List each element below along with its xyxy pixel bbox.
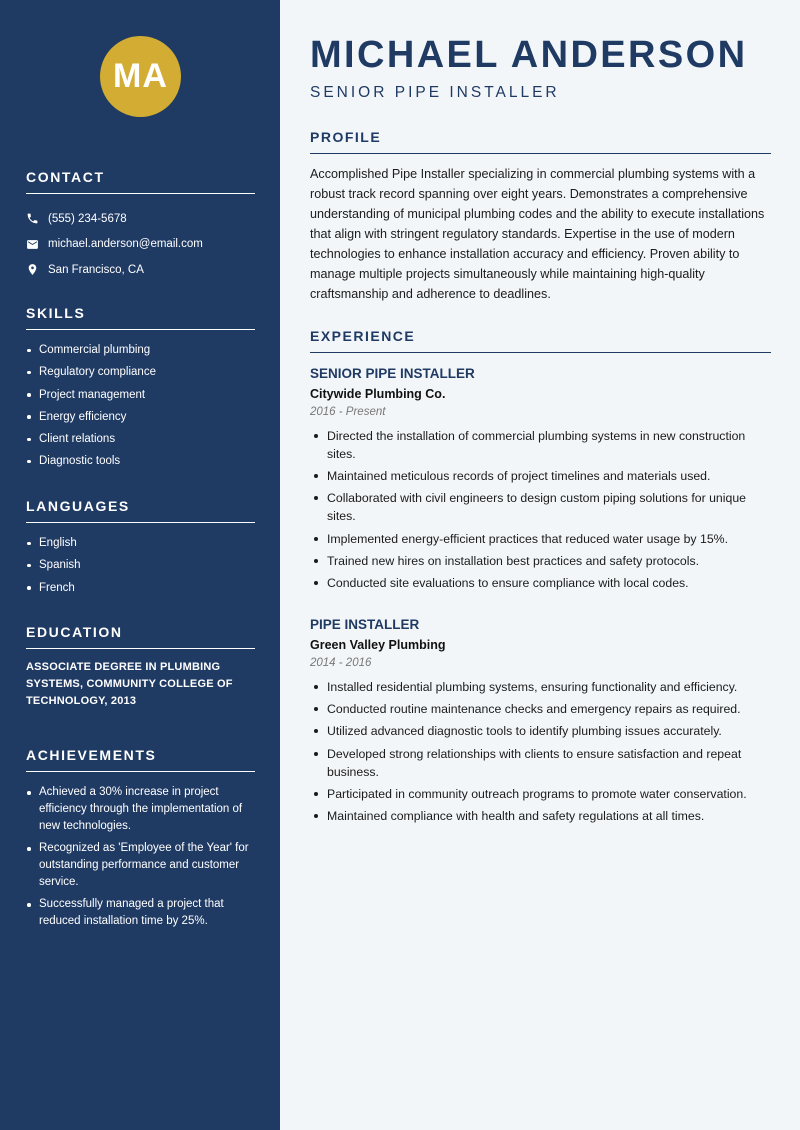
phone-icon (26, 212, 39, 225)
achievement-item: Achieved a 30% increase in project efficiency through the implementation of new technologies. (26, 784, 255, 835)
location-pin-icon (26, 263, 39, 276)
job-title: SENIOR PIPE INSTALLER (310, 366, 475, 381)
contact-section (26, 169, 255, 283)
job-dates: 2016 - Present (310, 406, 386, 418)
profile-heading: PROFILE (310, 129, 771, 154)
job-bullet: Conducted routine maintenance checks and emergency repairs as required. (310, 700, 771, 718)
achievement-item: Successfully managed a project that reduced installation time by 25%. (26, 896, 255, 930)
contact-email (26, 232, 255, 258)
job-entry (310, 366, 771, 596)
education-section (26, 624, 255, 710)
job-company: Citywide Plumbing Co. (310, 387, 446, 401)
skill-item: Regulatory compliance (26, 364, 255, 380)
job-bullet: Maintained meticulous records of project timelines and materials used. (310, 467, 771, 485)
contact-location-text: San Francisco, CA (48, 263, 144, 276)
job-bullet: Implemented energy-efficient practices that reduced water usage by 15%. (310, 530, 771, 548)
job-bullet: Developed strong relationships with clients to ensure satisfaction and repeat business. (310, 745, 771, 781)
job-bullets (310, 678, 771, 825)
education-entry: ASSOCIATE DEGREE IN PLUMBING SYSTEMS, COMMUNITY COLLEGE OF TECHNOLOGY, 2013 (26, 661, 233, 707)
avatar-initials: MA (113, 57, 168, 95)
job-bullet: Conducted site evaluations to ensure compliance with local codes. (310, 574, 771, 592)
sidebar (0, 0, 280, 1130)
achievements-heading: ACHIEVEMENTS (26, 747, 255, 772)
skill-item: Project management (26, 387, 255, 403)
language-item: English (26, 535, 255, 551)
languages-heading: LANGUAGES (26, 498, 255, 523)
contact-list (26, 206, 255, 283)
job-dates: 2014 - 2016 (310, 657, 372, 669)
job-title: PIPE INSTALLER (310, 617, 420, 632)
languages-section (26, 498, 255, 602)
language-item: French (26, 580, 255, 596)
skill-item: Client relations (26, 431, 255, 447)
avatar (100, 36, 181, 117)
job-bullet: Participated in community outreach programs to promote water conservation. (310, 785, 771, 803)
contact-phone (26, 206, 255, 232)
contact-location (26, 257, 255, 283)
job-bullet: Maintained compliance with health and safety regulations at all times. (310, 807, 771, 825)
job-entry (310, 617, 771, 829)
achievement-item: Recognized as 'Employee of the Year' for outstanding performance and customer service. (26, 840, 255, 891)
achievements-section (26, 747, 255, 935)
skills-heading: SKILLS (26, 305, 255, 330)
skill-item: Commercial plumbing (26, 342, 255, 358)
candidate-name: MICHAEL ANDERSON (310, 34, 748, 76)
education-heading: EDUCATION (26, 624, 255, 649)
profile-summary: Accomplished Pipe Installer specializing in commercial plumbing systems with a robust track record spanning over eight years. Demonstrates a comprehensive understanding of municipal plumbing codes and the ability to execute installations that align with stringent regulatory standards. Expertise in the use of modern technologies to enhance installation accuracy and efficiency. Proven ability to manage multiple projects simultaneously while maintaining high-quality craftsmanship and adherence to deadlines. (310, 167, 765, 301)
job-bullet: Utilized advanced diagnostic tools to identify plumbing issues accurately. (310, 722, 771, 740)
job-bullet: Directed the installation of commercial plumbing systems in new construction sites. (310, 427, 771, 463)
skill-item: Diagnostic tools (26, 453, 255, 469)
contact-heading: CONTACT (26, 169, 255, 194)
languages-list (26, 535, 255, 596)
candidate-title: SENIOR PIPE INSTALLER (310, 84, 560, 101)
skills-list (26, 342, 255, 469)
job-bullet: Trained new hires on installation best practices and safety protocols. (310, 552, 771, 570)
experience-heading: EXPERIENCE (310, 328, 771, 353)
achievements-list (26, 784, 255, 930)
contact-email-text: michael.anderson@email.com (48, 238, 203, 251)
job-bullet: Collaborated with civil engineers to design custom piping solutions for unique sites. (310, 489, 771, 525)
skills-section (26, 305, 255, 476)
contact-phone-text: (555) 234-5678 (48, 212, 127, 225)
email-icon (26, 238, 39, 251)
job-company: Green Valley Plumbing (310, 638, 446, 652)
skill-item: Energy efficiency (26, 409, 255, 425)
job-bullet: Installed residential plumbing systems, ensuring functionality and efficiency. (310, 678, 771, 696)
language-item: Spanish (26, 557, 255, 573)
job-bullets (310, 427, 771, 592)
